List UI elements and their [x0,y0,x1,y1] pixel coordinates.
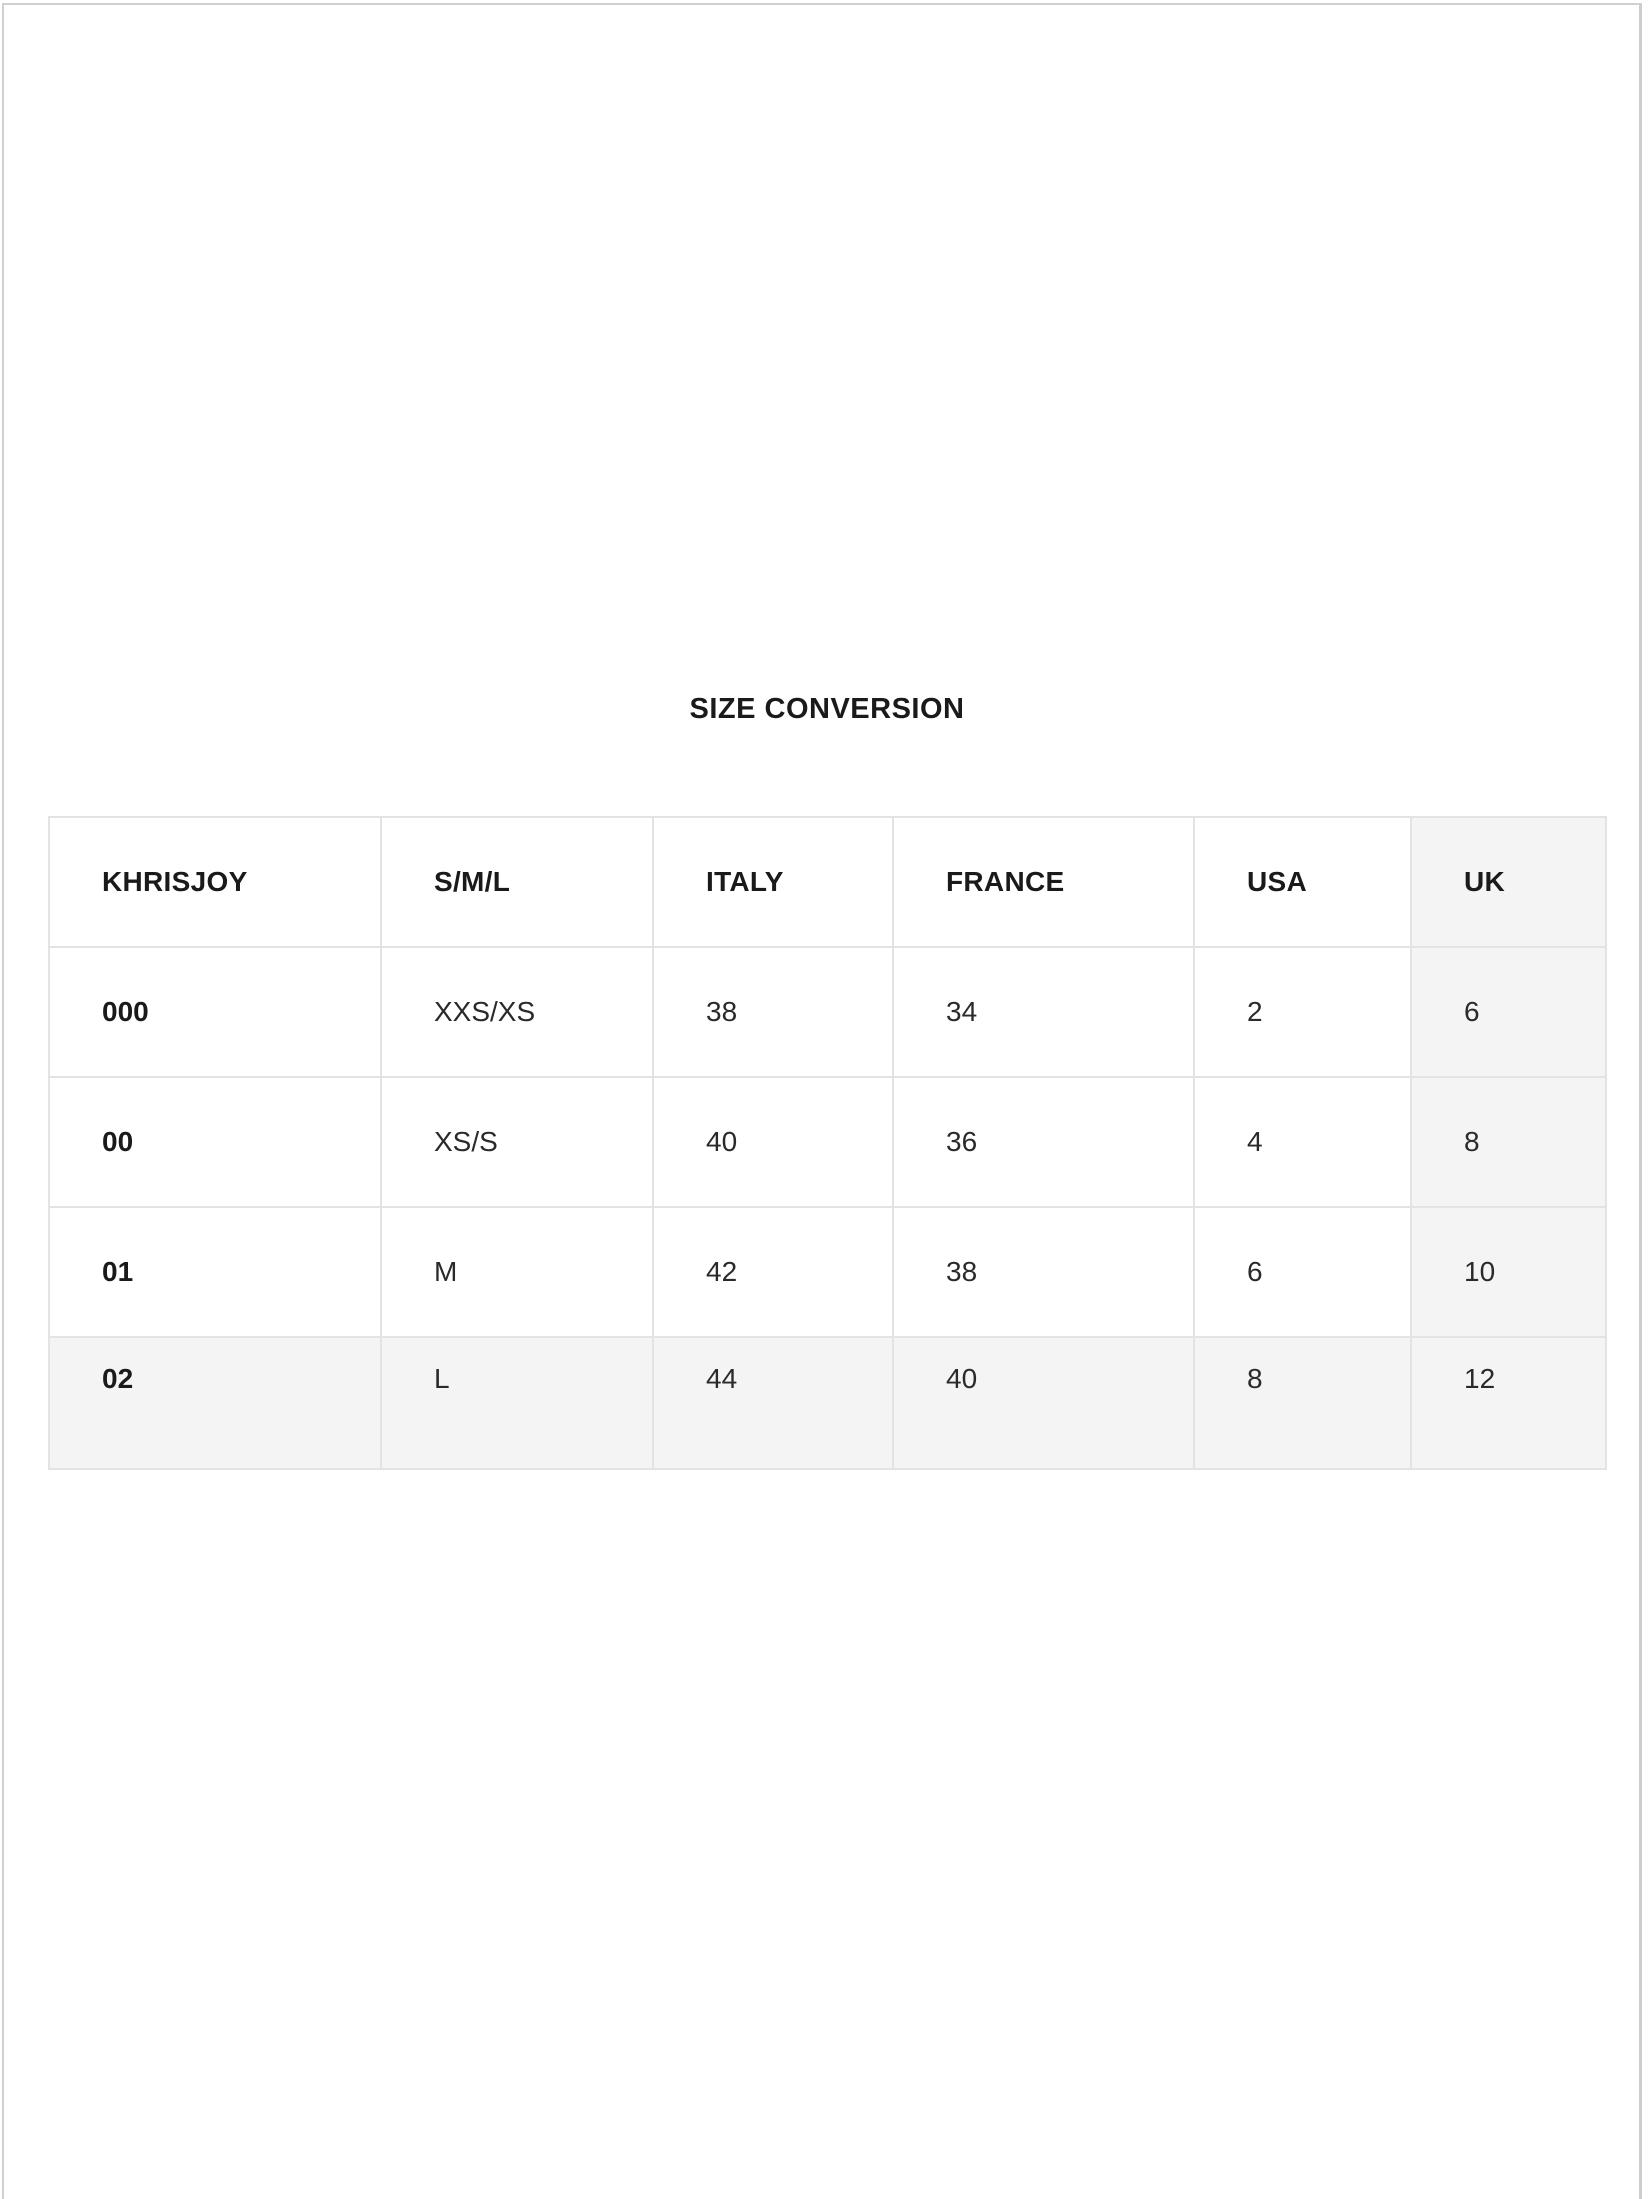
table-cell: M [381,1207,653,1337]
table-cell: 8 [1411,1077,1606,1207]
table-cell: 38 [653,947,893,1077]
table-cell: 42 [653,1207,893,1337]
table-header-row [49,817,1606,947]
table-cell: 12 [1411,1337,1606,1469]
table-cell: 40 [893,1337,1194,1469]
header-khrisjoy: KHRISJOY [49,817,381,947]
table-cell: 6 [1194,1207,1411,1337]
table-cell: 34 [893,947,1194,1077]
table-row [49,1077,1606,1207]
table-cell: 8 [1194,1337,1411,1469]
header-italy: ITALY [653,817,893,947]
table-cell: XS/S [381,1077,653,1207]
table-row [49,1337,1606,1469]
table-cell: 44 [653,1337,893,1469]
table-cell: L [381,1337,653,1469]
page-title: SIZE CONVERSION [689,693,965,725]
document-page [2,3,1642,2199]
table-cell: 01 [49,1207,381,1337]
header-sml: S/M/L [381,817,653,947]
size-conversion-table [48,816,1607,1470]
table-cell: 4 [1194,1077,1411,1207]
table-cell: 36 [893,1077,1194,1207]
table-row [49,947,1606,1077]
header-uk: UK [1411,817,1606,947]
table-cell: 38 [893,1207,1194,1337]
table-cell: 2 [1194,947,1411,1077]
header-france: FRANCE [893,817,1194,947]
table-cell: 40 [653,1077,893,1207]
table-row [49,1207,1606,1337]
table-cell: 02 [49,1337,381,1469]
table-cell: 6 [1411,947,1606,1077]
table-cell: 00 [49,1077,381,1207]
table-cell: 000 [49,947,381,1077]
header-usa: USA [1194,817,1411,947]
table-cell: 10 [1411,1207,1606,1337]
table-cell: XXS/XS [381,947,653,1077]
